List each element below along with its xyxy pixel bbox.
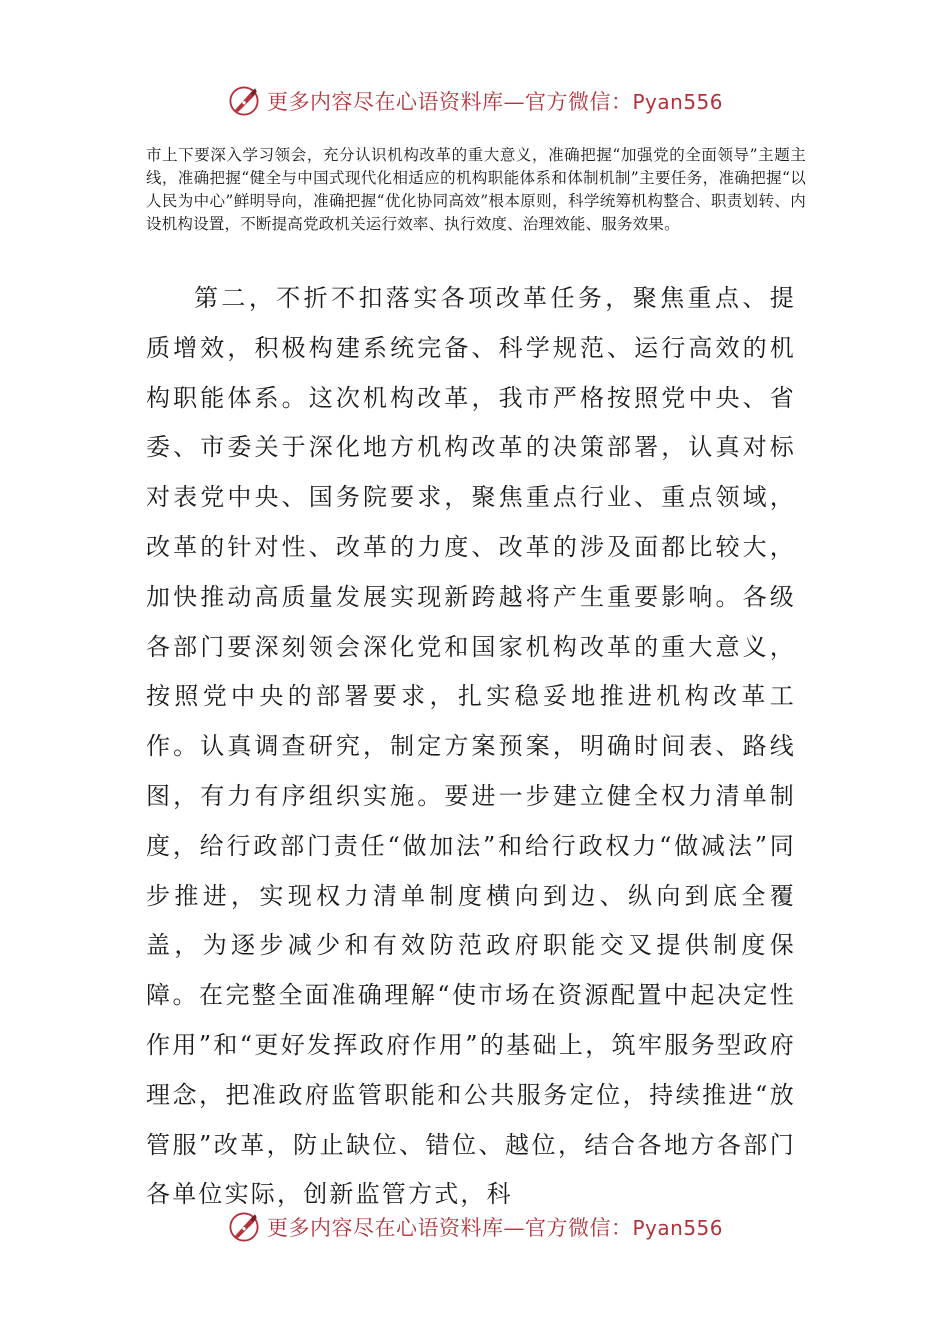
- footer-watermark: [0, 1210, 950, 1244]
- watermark-text: [267, 86, 723, 116]
- pen-nib-logo-icon: [227, 1210, 261, 1244]
- watermark-label: 更多内容尽在心语资料库—官方微信：: [266, 90, 633, 114]
- watermark-label: 更多内容尽在心语资料库—官方微信：: [266, 1216, 633, 1240]
- watermark-wechat-id: Pyan556: [632, 90, 723, 114]
- header-watermark: [0, 84, 950, 118]
- main-paragraph: 第二，不折不扣落实各项改革任务，聚焦重点、提质增效，积极构建系统完备、科学规范、运行高效的机构职能体系。这次机构改革，我市严格按照党中央、省委、市委关于深化地方机构改革的决策部署，认真对标对表党中央、国务院要求，聚焦重点行业、重点领域，改革的针对性、改革的力度、改革的涉及面都比较大，加快推动高质量发展实现新跨越将产生重要影响。各级各部门要深刻领会深化党和国家机构改革的重大意义，按照党中央的部署要求，扎实稳妥地推进机构改革工作。认真调查研究，制定方案预案，明确时间表、路线图，有力有序组织实施。要进一步建立健全权力清单制度，给行政部门责任“做加法”和给行政权力“做减法”同步推进，实现权力清单制度横向到边、纵向到底全覆盖，为逐步减少和有效防范政府职能交叉提供制度保障。在完整全面准确理解“使市场在资源配置中起决定性作用”和“更好发挥政府作用”的基础上，筑牢服务型政府理念，把准政府监管职能和公共服务定位，持续推进“放管服”改革，防止缺位、错位、越位，结合各地方各部门各单位实际，创新监管方式，科: [146, 284, 796, 1209]
- watermark-text: [267, 1212, 723, 1242]
- watermark-wechat-id: Pyan556: [632, 1216, 723, 1240]
- small-paragraph: 市上下要深入学习领会，充分认识机构改革的重大意义，准确把握“加强党的全面领导”主题主线，准确把握“健全与中国式现代化相适应的机构职能体系和体制机制”主要任务，准确把握“以人民为中心”鲜明导向，准确把握“优化协同高效”根本原则，科学统筹机构整合、职责划转、内设机构设置，不断提高党政机关运行效率、执行效度、治理效能、服务效果。: [146, 146, 806, 233]
- pen-nib-logo-icon: [227, 84, 261, 118]
